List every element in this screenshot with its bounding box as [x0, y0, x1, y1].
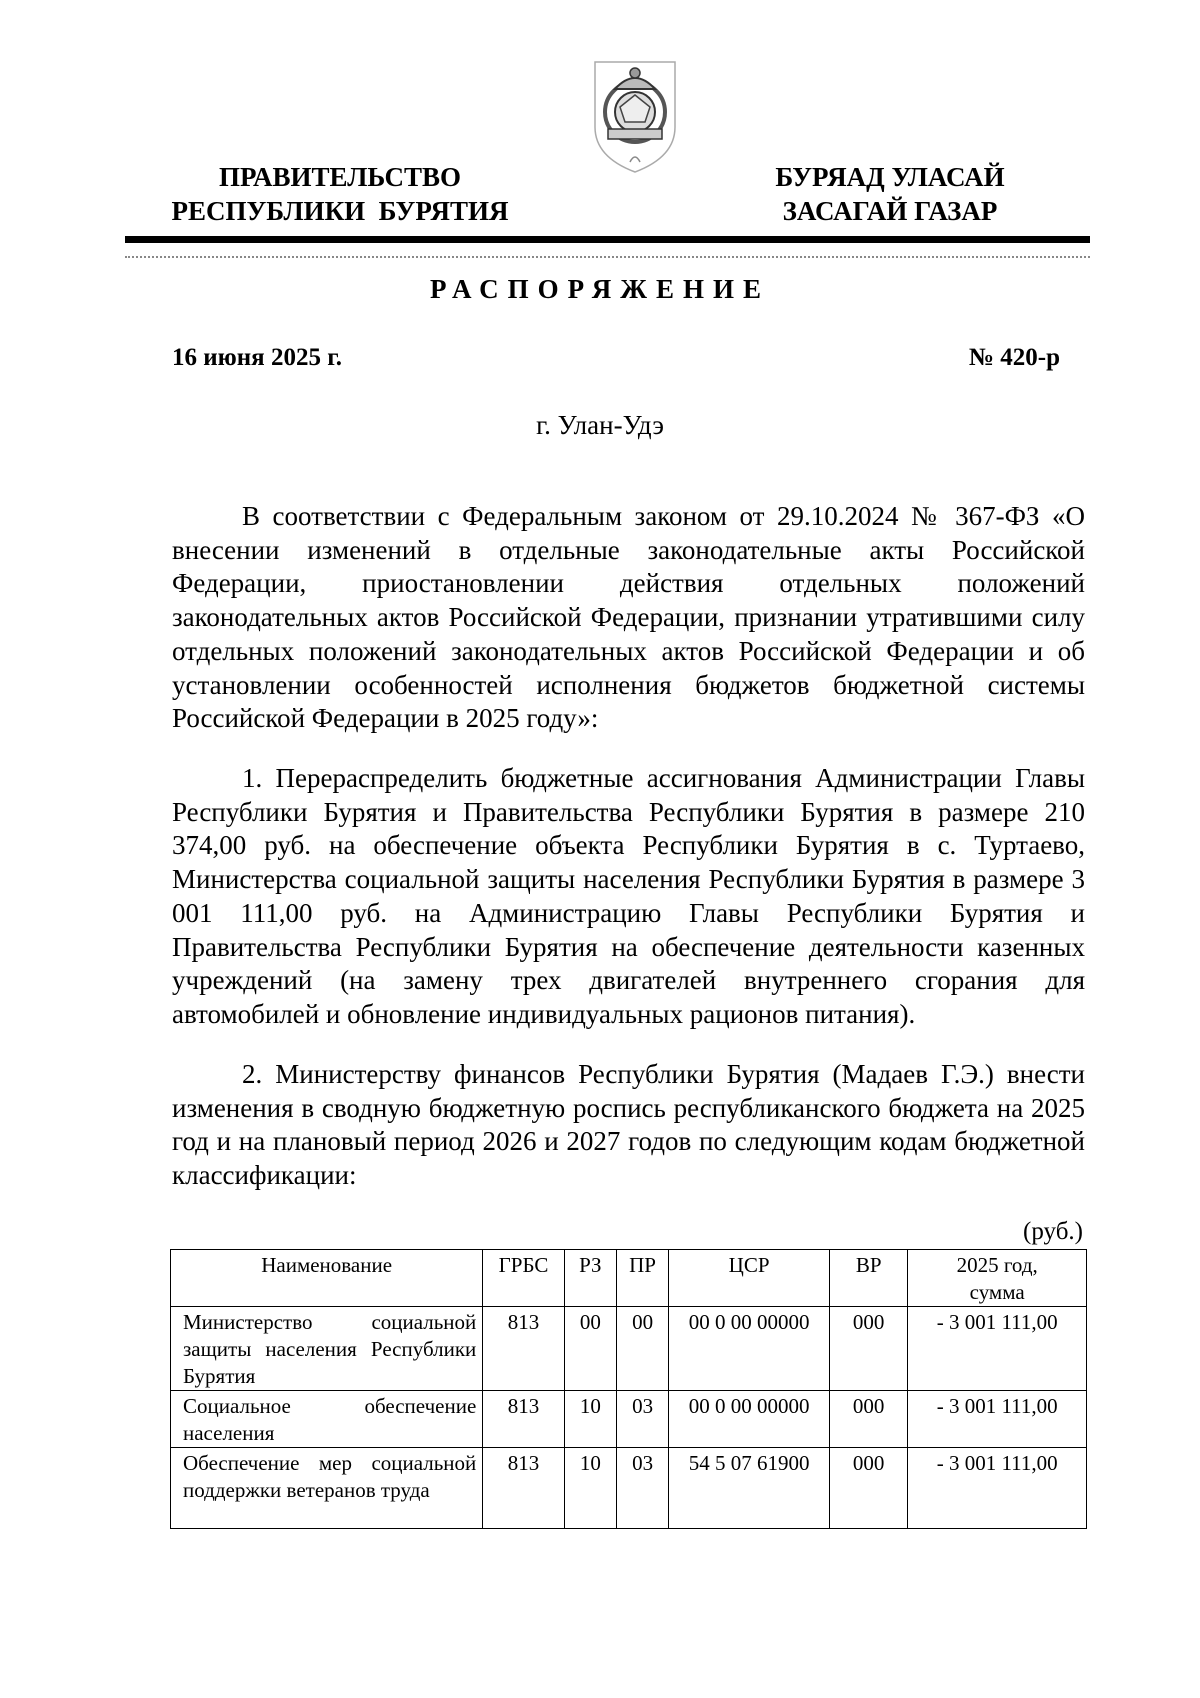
header-divider-thin [125, 256, 1090, 258]
cell-grbs: 813 [483, 1307, 564, 1391]
cell-name: Социальное обеспечение населения [171, 1391, 483, 1448]
cell-name: Министерство социальной защиты населения Республики Бурятия [171, 1307, 483, 1391]
cell-name: Обеспечение мер социальной поддержки ветеранов труда [171, 1448, 483, 1529]
coat-of-arms-icon [590, 57, 680, 177]
cell-vr: 000 [830, 1307, 908, 1391]
paragraph-item-1: 1. Перераспределить бюджетные ассигнования Администрации Главы Республики Бурятия и Правительства Республики Бурятия в размере 210 374,00 руб. на обеспечение объекта Республики Бурятия в с. Туртаево, Министерства социальной защиты населения Республики Бурятия в размере 3 001 111,00 руб. на Администрацию Главы Республики Бурятия и Правительства Республики Бурятия на обеспечение деятельности казенных учреждений (на замену трех двигателей внутреннего сгорания для автомобилей и обновление индивидуальных рационов питания). [172, 763, 1085, 1029]
budget-table [170, 1249, 1087, 1529]
header-csr: ЦСР [669, 1250, 830, 1307]
cell-pr: 03 [616, 1391, 668, 1448]
header-name: Наименование [171, 1250, 483, 1307]
cell-pr: 03 [616, 1448, 668, 1529]
cell-vr: 000 [830, 1391, 908, 1448]
header-left-line1: ПРАВИТЕЛЬСТВО [218, 162, 462, 192]
document-date: 16 июня 2025 г. [172, 344, 342, 371]
cell-csr: 00 0 00 00000 [669, 1307, 830, 1391]
cell-rz: 10 [564, 1448, 616, 1529]
header-vr: ВР [830, 1250, 908, 1307]
table-row [171, 1391, 1087, 1448]
table-row [171, 1448, 1087, 1529]
header-right-line1: БУРЯАД УЛАСАЙ [775, 162, 1005, 192]
header-left-line2: РЕСПУБЛИКИ БУРЯТИЯ [171, 196, 509, 226]
paragraph-preamble: В соответствии с Федеральным законом от 29.10.2024 № 367-ФЗ «О внесении изменений в отдельные законодательные акты Российской Федерации, приостановлении действия отдельных положений законодательных актов Российской Федерации, признании утратившими силу отдельных положений законодательных актов Российской Федерации и об установлении особенностей исполнения бюджетов бюджетной системы Российской Федерации в 2025 году»: [172, 501, 1085, 734]
cell-sum: - 3 001 111,00 [908, 1448, 1087, 1529]
header-sum: 2025 год, сумма [908, 1250, 1087, 1307]
table-header-row [171, 1250, 1087, 1307]
cell-grbs: 813 [483, 1448, 564, 1529]
paragraph-item-2: 2. Министерству финансов Республики Бурятия (Мадаев Г.Э.) внести изменения в сводную бюджетную роспись республиканского бюджета на 2025 год и на плановый период 2026 и 2027 годов по следующим кодам бюджетной классификации: [172, 1059, 1085, 1191]
cell-sum: - 3 001 111,00 [908, 1391, 1087, 1448]
table-row [171, 1307, 1087, 1391]
cell-rz: 00 [564, 1307, 616, 1391]
cell-rz: 10 [564, 1391, 616, 1448]
header-pr: ПР [616, 1250, 668, 1307]
document-city: г. Улан-Удэ [536, 410, 664, 440]
cell-csr: 00 0 00 00000 [669, 1391, 830, 1448]
government-name-buryat [740, 160, 1040, 228]
header-rz: РЗ [564, 1250, 616, 1307]
document-number: № 420-р [968, 344, 1060, 371]
document-type-title: РАСПОРЯЖЕНИЕ [429, 274, 771, 304]
government-name-russian [150, 160, 530, 228]
cell-pr: 00 [616, 1307, 668, 1391]
table-unit-label: (руб.) [1023, 1218, 1083, 1245]
cell-grbs: 813 [483, 1391, 564, 1448]
header-grbs: ГРБС [483, 1250, 564, 1307]
cell-sum: - 3 001 111,00 [908, 1307, 1087, 1391]
header-divider-thick [125, 236, 1090, 243]
header-right-line2: ЗАСАГАЙ ГАЗАР [782, 196, 998, 226]
cell-vr: 000 [830, 1448, 908, 1529]
cell-csr: 54 5 07 61900 [669, 1448, 830, 1529]
